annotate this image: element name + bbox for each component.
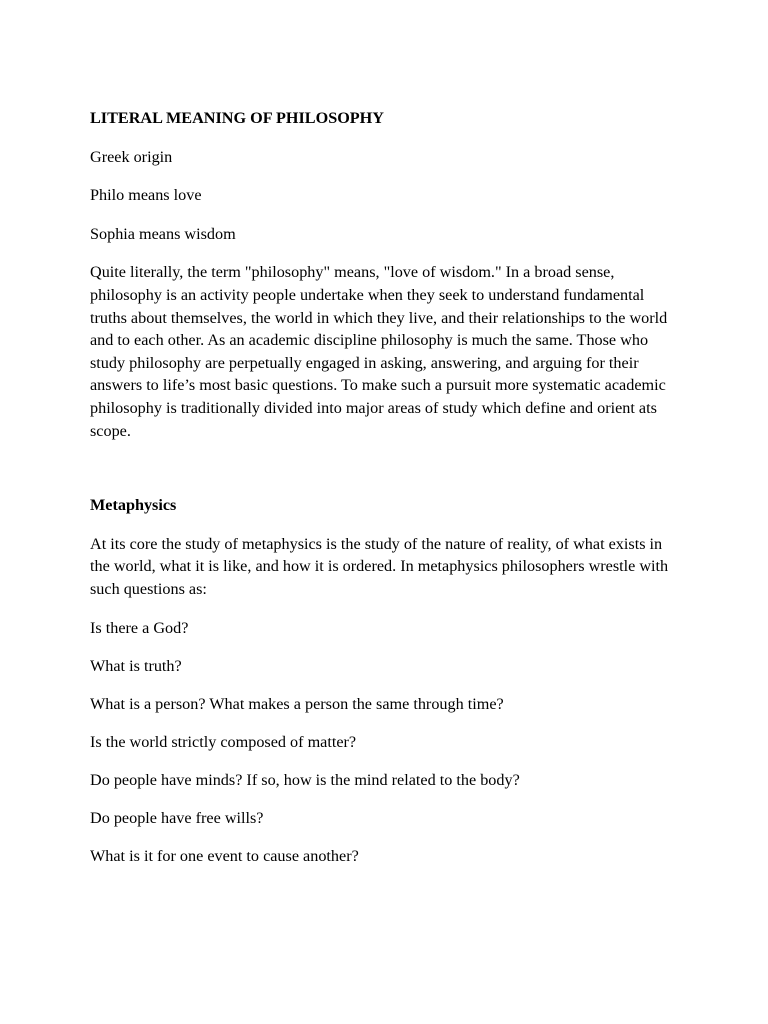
document-title: LITERAL MEANING OF PHILOSOPHY	[90, 109, 384, 127]
document-page	[90, 107, 680, 883]
question-item: What is truth?	[90, 656, 182, 675]
intro-paragraph: Quite literally, the term "philosophy" means, "love of wisdom." In a broad sense, philosophy is an activity people undertake when they seek to understand fundamental truths about themselves, the world in which they live, and their relationships to the world and to each other. As an academic discipline philosophy is much the same. Those who study philosophy are perpetually engaged in asking, answering, and arguing for their answers to life’s most basic questions. To make such a pursuit more systematic academic philosophy is traditionally divided into major areas of study which define and orient ats scope.	[90, 263, 668, 440]
philo-line: Philo means love	[90, 186, 202, 205]
question-item: Is there a God?	[90, 618, 189, 637]
question-item: What is a person? What makes a person the same through time?	[90, 694, 504, 713]
origin-line: Greek origin	[90, 147, 173, 166]
section-paragraph: At its core the study of metaphysics is the study of the nature of reality, of what exists in the world, what it is like, and how it is ordered. In metaphysics philosophers wrestle with such questions as:	[90, 534, 669, 598]
sophia-line: Sophia means wisdom	[90, 224, 236, 243]
question-item: Do people have minds? If so, how is the mind related to the body?	[90, 770, 520, 789]
question-item: Do people have free wills?	[90, 808, 264, 827]
question-item: Is the world strictly composed of matter?	[90, 732, 357, 751]
section-spacer	[90, 458, 680, 494]
section-heading: Metaphysics	[90, 496, 177, 515]
question-item: What is it for one event to cause another?	[90, 847, 359, 866]
